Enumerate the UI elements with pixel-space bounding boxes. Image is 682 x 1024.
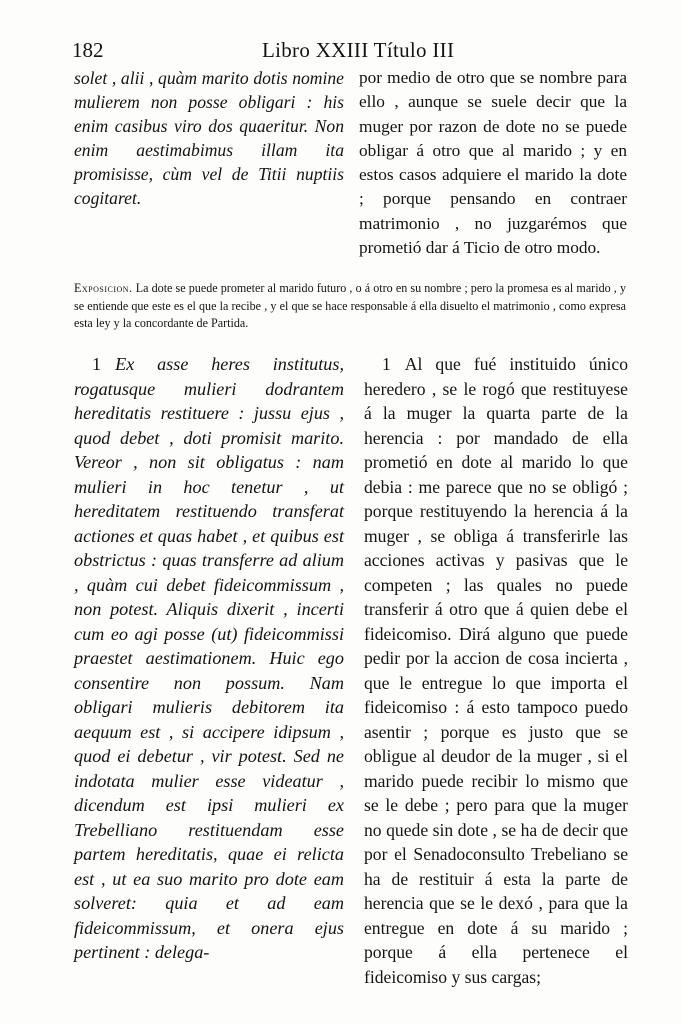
latin-column-top — [74, 66, 344, 211]
latin-section-text: Ex asse heres institutus, rogatusque mulieri dodrantem hereditatis restituere : jussu ejus , quod debet , doti promisit marito. Vereor , non sit obligatus : nam mulieri in hoc tenetur , ut hereditatem restituendo transferat actiones et quas habet , et quibus est obstrictus : quas transferre ad alium , quàm cui debet fideicommissum , non potest. Aliquis dixerit , incerti cum eo agi posse (ut) fideicommissi praestet aestimationem. Huic ego consentire non possum. Nam obligari mulieris debitorem ita aequum est , si accipere idipsum , quod ei debetur , vir potest. Sed ne indotata mulier esse videatur , dicendum est ipsi mulieri ex Trebelliano restituendam esse partem hereditatis, quae ei relicta est , ut ea suo marito pro dote eam solveret: quia et ad eam fideicommissum, et onera ejus pertinent : delega- — [74, 354, 344, 962]
spanish-column-bottom — [364, 352, 628, 989]
spanish-paragraph — [364, 352, 628, 989]
latin-column-bottom — [74, 352, 344, 965]
latin-section-number: 1 — [92, 354, 102, 374]
commentary-label: Exposicion. — [74, 281, 133, 295]
running-head: Libro XXIII Título III — [262, 38, 455, 62]
spanish-section-number: 1 — [382, 354, 391, 374]
page-number: 182 — [72, 38, 104, 62]
latin-paragraph — [74, 352, 344, 965]
commentary-text: La dote se puede prometer al marido futuro , o á otro en su nombre ; pero la promesa es al marido , y se entiende que este es el que la recibe , y el que se hace responsable á ella disuelto el matrimonio , como expresa esta ley y la concordante de Partida. — [74, 281, 626, 331]
spanish-column-top — [359, 66, 627, 260]
commentary — [74, 280, 626, 333]
latin-text-top: solet , alii , quàm marito dotis nomine mulierem non posse obligari : his enim casibus viro dos quaeritur. Non enim aestimabimus illam ita promisisse, cùm vel de Titii nuptiis cogitaret. — [74, 68, 344, 209]
spanish-text-top: por medio de otro que se nombre para ello , aunque se suele decir que la muger por razon de dote no se puede obligar á otro que al marido ; y en estos casos adquiere el marido la dote ; porque pensando en contraer matrimonio , no juzgarémos que prometió dar á Ticio de otro modo. — [359, 68, 627, 258]
spanish-section-text: Al que fué instituido único heredero , se le rogó que restituyese á la muger la quarta parte de la herencia : por mandado de ella prometió en dote al marido lo que debia : me parece que no se obligó ; porque restituyendo la herencia á la muger , se obliga á transferirle las acciones activas y pasivas que le competen ; las quales no puede transferir á otro que á quien debe el fideicomiso. Dirá alguno que puede pedir por la accion de cosa incierta , que le entregue lo que importa el fideicomiso : á esto tampoco puedo asentir ; porque es justo que se obligue al deudor de la muger , si el marido puede recibir lo mismo que se le debe ; pero para que la muger no quede sin dote , se ha de decir que por el Senadoconsulto Trebeliano se ha de restituir á esta la parte de herencia que se le dexó , para que la entregue en dote á su marido ; porque á ella pertenece el fideicomiso y sus cargas; — [364, 354, 628, 987]
